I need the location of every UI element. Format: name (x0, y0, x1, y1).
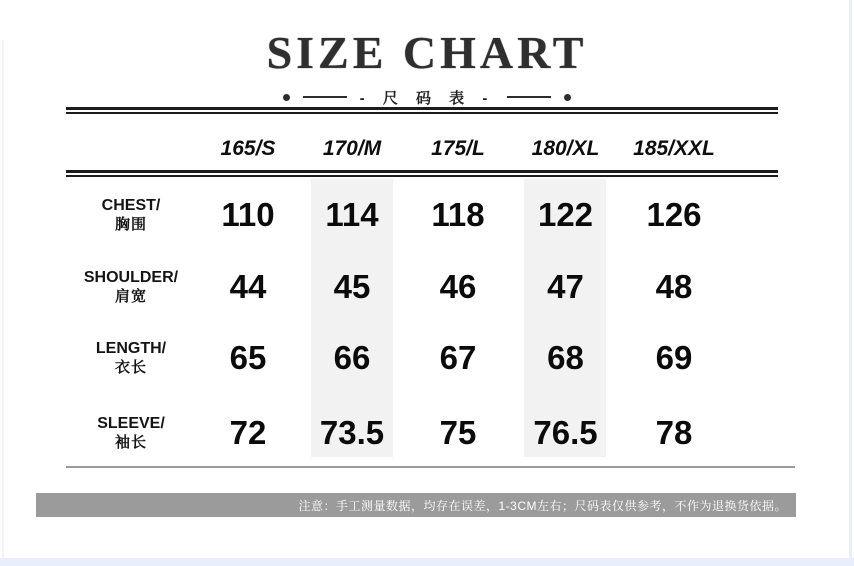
cell-length-165s: 65 (229, 339, 267, 376)
cell-sleeve-180xl: 76.5 (533, 414, 598, 451)
column-header-185xxl: 185/XXL (633, 137, 715, 160)
page-title: SIZE CHART (266, 27, 588, 78)
cell-length-175l: 67 (439, 339, 477, 376)
cell-shoulder-170m: 45 (333, 268, 371, 305)
cell-chest-165s: 110 (221, 196, 275, 233)
cell-shoulder-165s: 44 (229, 268, 267, 305)
cell-shoulder-175l: 46 (439, 268, 477, 305)
table-row-sleeve (66, 402, 778, 464)
row-label-zh: 袖长 (114, 433, 147, 451)
row-label-zh: 肩宽 (114, 287, 147, 305)
cell-chest-180xl: 122 (537, 196, 594, 233)
row-label-length (66, 340, 196, 377)
row-label-chest (66, 197, 196, 234)
row-label-zh: 胸围 (114, 215, 147, 233)
cell-chest-185xxl: 126 (646, 196, 702, 233)
table-bottom-rule (66, 466, 795, 468)
table-row-length (66, 329, 778, 387)
cell-sleeve-165s: 72 (229, 414, 267, 451)
cell-shoulder-185xxl: 48 (655, 268, 693, 305)
row-label-en: CHEST/ (101, 196, 161, 214)
column-header-165s: 165/S (220, 137, 276, 160)
note-bar (36, 493, 796, 517)
row-label-zh: 衣长 (114, 358, 147, 376)
column-header-180xl: 180/XL (531, 137, 600, 160)
cell-chest-170m: 114 (325, 196, 379, 233)
table-row-chest (66, 186, 778, 244)
row-label-sleeve (66, 415, 196, 452)
header-underline-thick (66, 170, 778, 173)
cell-sleeve-175l: 75 (439, 414, 477, 451)
table-row-shoulder (66, 258, 778, 316)
column-header-175l: 175/L (431, 137, 485, 160)
page-edge-right (849, 0, 852, 566)
row-label-shoulder (66, 269, 196, 306)
cell-length-185xxl: 69 (655, 339, 693, 376)
page-edge-bottom (0, 558, 854, 566)
cell-sleeve-170m: 73.5 (319, 414, 385, 451)
column-header-170m: 170/M (322, 137, 382, 160)
cell-chest-175l: 118 (431, 196, 485, 233)
cell-shoulder-180xl: 47 (547, 268, 584, 305)
subtitle-text: - 尺 码 表 - (359, 89, 495, 107)
row-label-en: SHOULDER/ (83, 268, 179, 286)
page-edge-left (2, 40, 4, 560)
table-top-rule-thick (66, 107, 778, 110)
header-underline-thin (66, 175, 778, 177)
note-text: 注意：手工测量数据，均存在误差，1-3CM左右；尺码表仅供参考，不作为退换货依据。 (298, 498, 787, 513)
row-label-en: SLEEVE/ (97, 414, 165, 432)
size-table (66, 0, 778, 480)
cell-length-170m: 66 (333, 339, 371, 376)
table-header-row (66, 128, 778, 170)
row-label-en: LENGTH/ (95, 339, 167, 357)
cell-length-180xl: 68 (547, 339, 584, 376)
table-top-rule-thin (66, 112, 778, 114)
cell-sleeve-185xxl: 78 (655, 414, 693, 451)
